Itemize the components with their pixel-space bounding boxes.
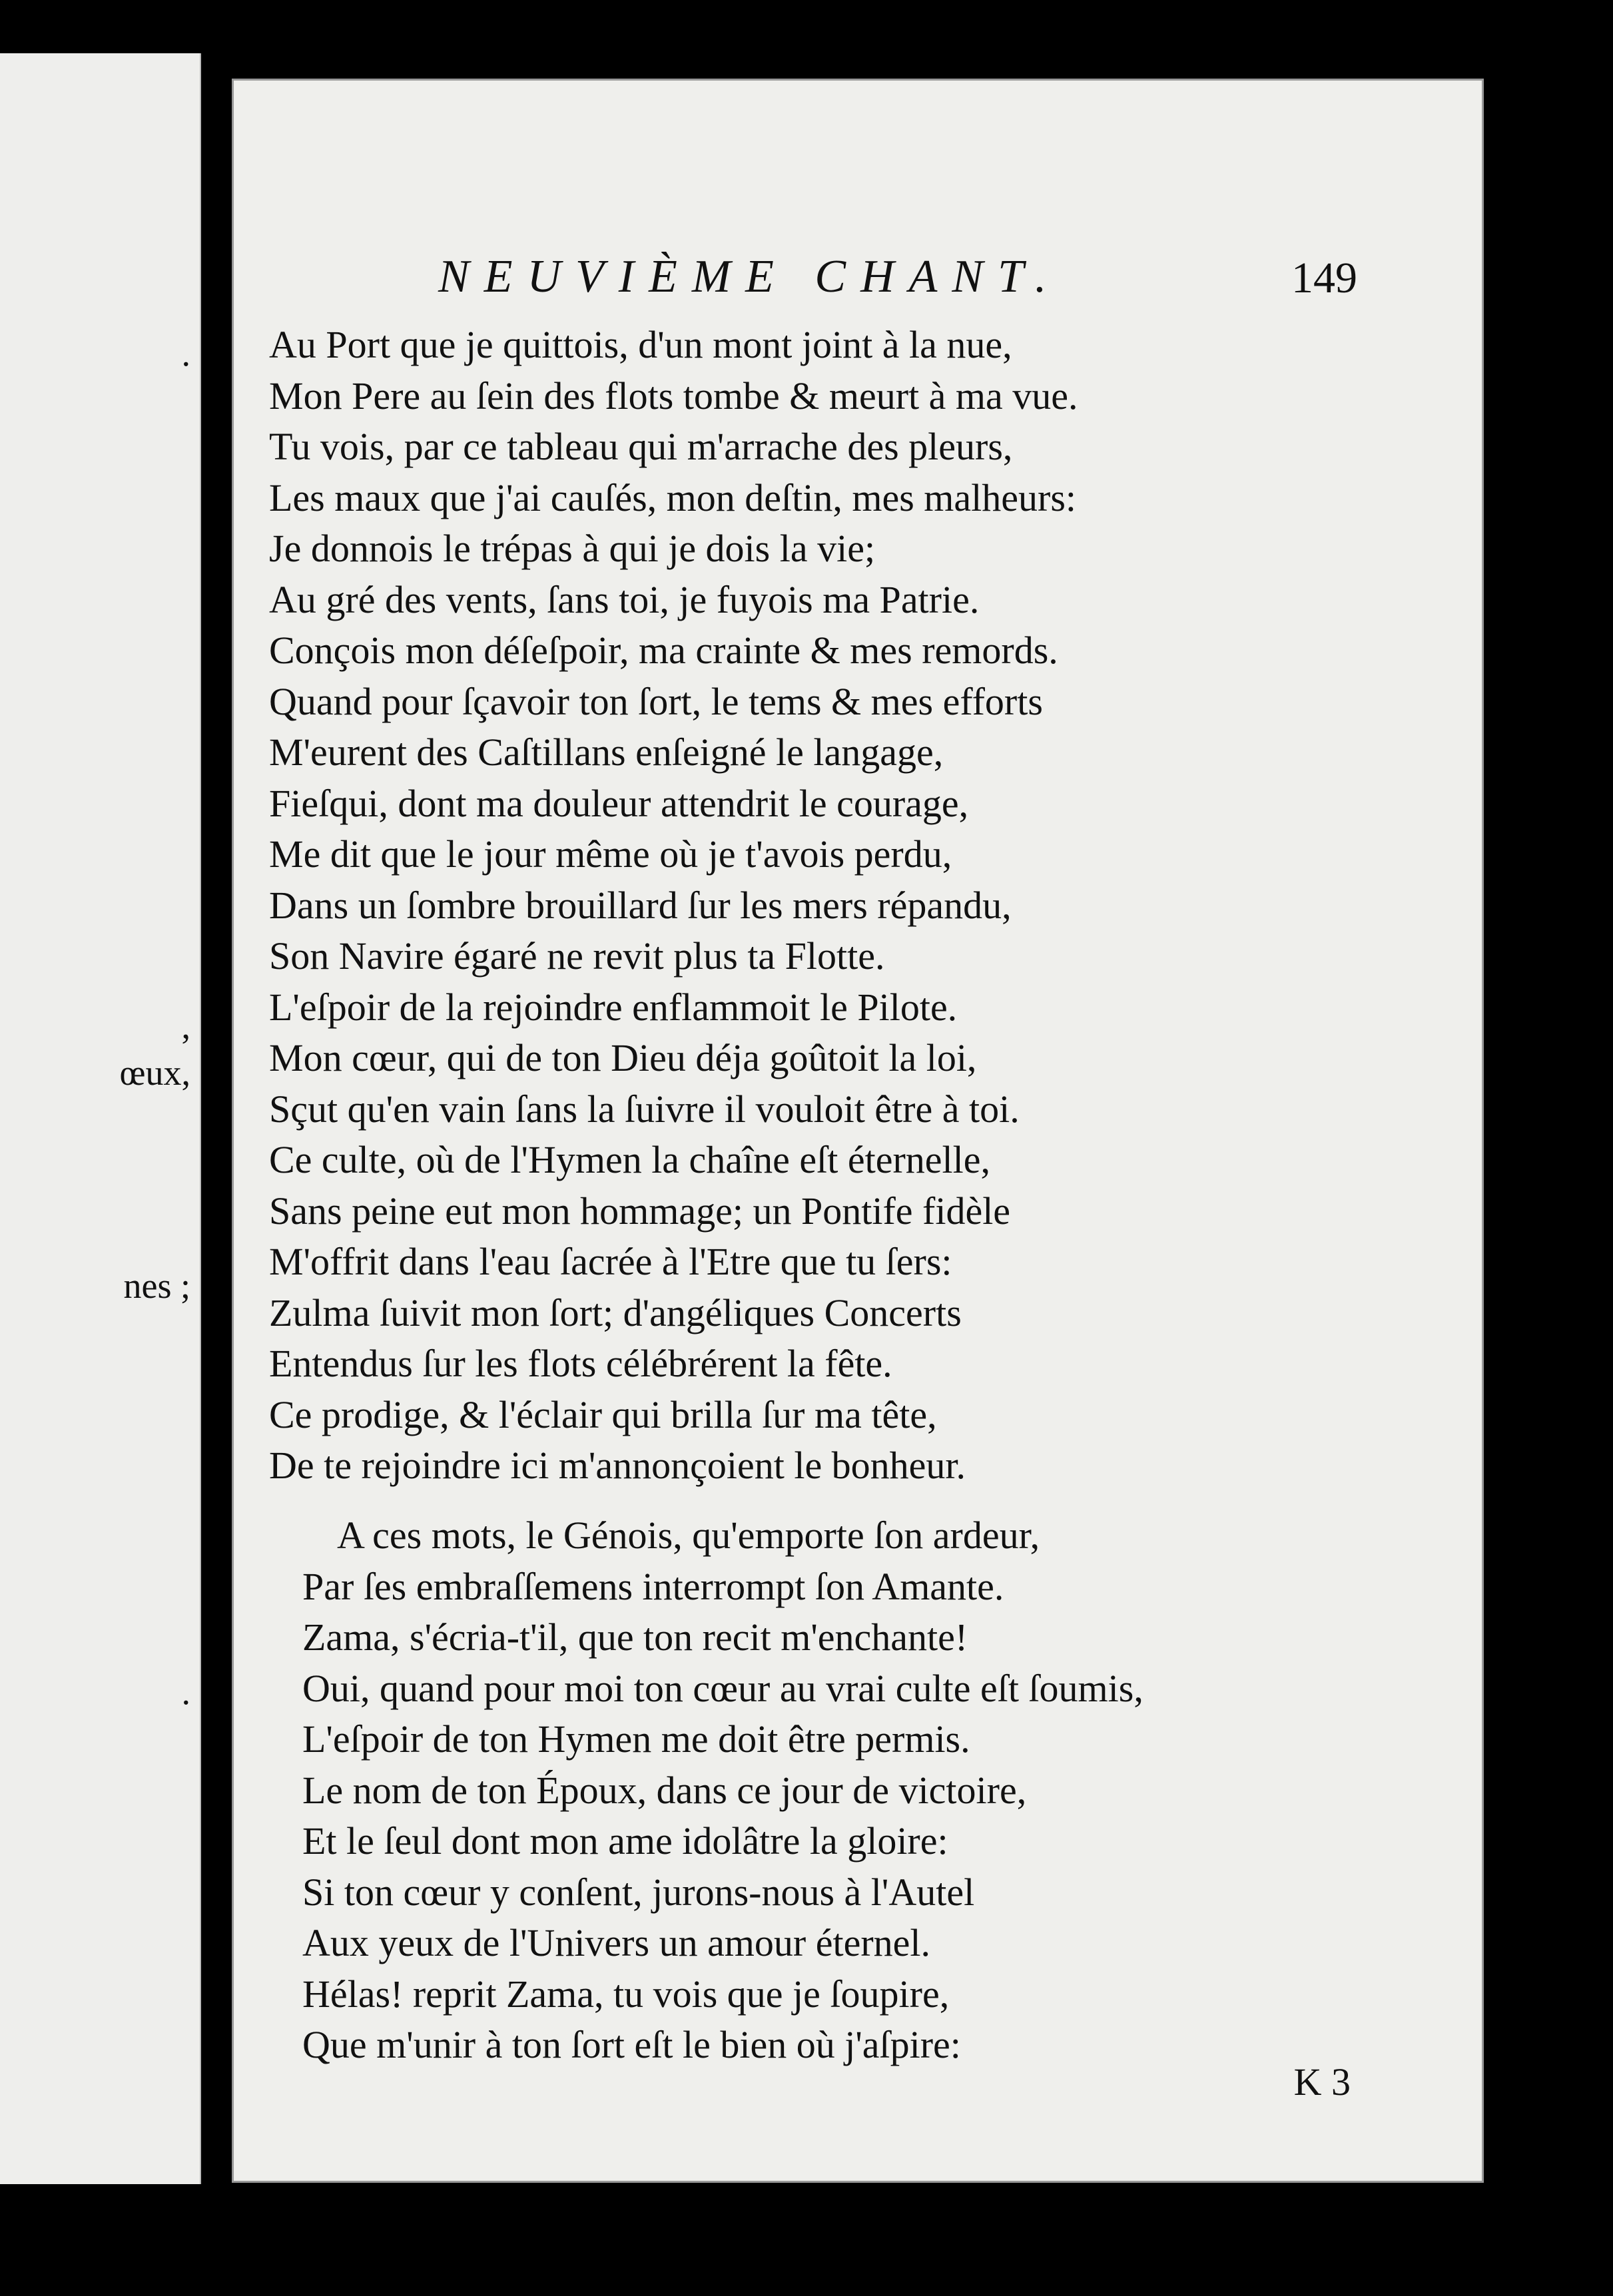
verse-line: Le nom de ton Époux, dans ce jour de victoire, [302,1768,1027,1812]
verse-line: Aux yeux de l'Univers un amour éternel. [302,1921,931,1964]
verse-line: Et le ſeul dont mon ame idolâtre la gloire: [302,1819,948,1863]
verse-line: L'eſpoir de ton Hymen me doit être permis. [302,1717,970,1761]
verse-line: Me dit que le jour même où je t'avois perdu, [269,832,952,876]
verse-line: M'offrit dans l'eau ſacrée à l'Etre que tu ſers: [269,1240,952,1283]
verse-line: Tu vois, par ce tableau qui m'arrache des pleurs, [269,425,1013,468]
verse-line: Ce prodige, & l'éclair qui brilla ſur ma tête, [269,1392,937,1436]
verse-line: Dans un ſombre brouillard ſur les mers répandu, [269,883,1012,927]
verse-line: A ces mots, le Génois, qu'emporte ſon ardeur, [337,1514,1040,1557]
verse-stanza [269,320,1454,1492]
verse-line: L'eſpoir de la rejoindre enflammoit le Pilote. [269,985,958,1029]
verse-line: Fieſqui, dont ma douleur attendrit le courage, [269,781,969,825]
verse-line: Mon Pere au ſein des flots tombe & meurt à ma vue. [269,374,1078,418]
verse-line: Mon cœur, qui de ton Dieu déja goûtoit la loi, [269,1036,977,1079]
verse-line: Entendus ſur les flots célébrérent la fête. [269,1342,892,1385]
verse-line: De te rejoindre ici m'annonçoient le bonheur. [269,1444,966,1487]
verse-line: Son Navire égaré ne revit plus ta Flotte. [269,934,885,978]
left-facing-page [0,53,201,2184]
verse-line: Ce culte, où de l'Hymen la chaîne eſt éternelle, [269,1138,990,1181]
verse-line: Conçois mon déſeſpoir, ma crainte & mes remords. [269,629,1058,672]
verse-line: Au gré des vents, ſans toi, je fuyois ma Patrie. [269,577,980,621]
left-page-fragment: œux, [119,1053,190,1093]
verse-line: Zama, s'écria-t'il, que ton recit m'enchante! [302,1615,968,1659]
page-number: 149 [1291,254,1357,302]
verse-line: Je donnois le trépas à qui je dois la vie; [269,527,876,570]
verse-line: Si ton cœur y conſent, jurons-nous à l'Autel [302,1870,975,1914]
verse-line: Les maux que j'ai cauſés, mon deſtin, mes malheurs: [269,475,1077,519]
left-page-fragment: . [181,334,190,374]
verse-line: Que m'unir à ton ſort eſt le bien où j'aſpire: [302,2023,961,2066]
verse-line: Quand pour ſçavoir ton ſort, le tems & mes efforts [269,679,1043,723]
left-page-fragment: nes ; [123,1266,190,1306]
verse-line: Par ſes embraſſemens interrompt ſon Amante. [302,1564,1004,1608]
verse-line: M'eurent des Caſtillans enſeigné le langage, [269,730,944,774]
verse-line: Zulma ſuivit mon ſort; d'angéliques Concerts [269,1291,962,1334]
left-page-fragment: . [181,1672,190,1712]
signature-mark: K 3 [1293,2060,1351,2104]
book-page [232,79,1484,2183]
left-page-fragment: , [181,1006,190,1046]
verse-line: Oui, quand pour moi ton cœur au vrai culte eſt ſoumis, [302,1666,1143,1710]
verse-line: Hélas! reprit Zama, tu vois que je ſoupire, [302,1972,950,2016]
verse-line: Sans peine eut mon hommage; un Pontife fidèle [269,1189,1011,1233]
running-head: NEUVIÈME CHANT. [438,251,1062,302]
verse-stanza [302,1510,1461,2071]
verse-line: Au Port que je quittois, d'un mont joint à la nue, [269,323,1012,366]
verse-line: Sçut qu'en vain ſans la ſuivre il vouloit être à toi. [269,1087,1020,1131]
